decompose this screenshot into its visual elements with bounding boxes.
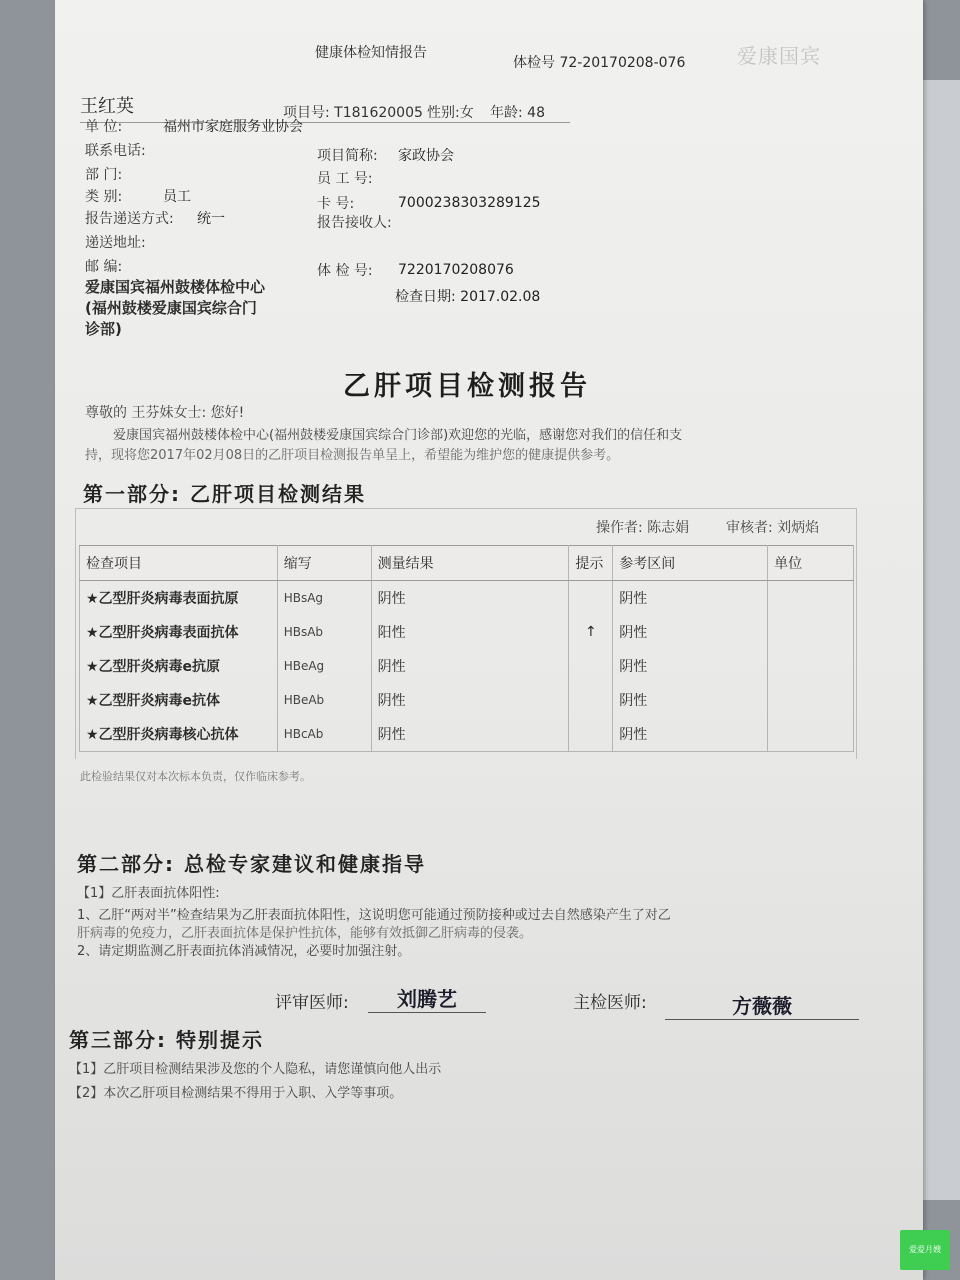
table-row — [80, 615, 854, 649]
row-hint — [569, 649, 613, 683]
row-result: 阴性 — [371, 717, 569, 752]
header-divider — [80, 122, 570, 123]
info-employee-id-label: 员 工 号: — [317, 171, 373, 187]
info-receiver-label: 报告接收人: — [317, 215, 392, 231]
info-card-value: 7000238303289125 — [398, 195, 541, 211]
advice-heading: 【1】乙肝表面抗体阳性: — [77, 886, 220, 901]
row-unit — [768, 717, 854, 752]
row-hint — [569, 581, 613, 616]
part2-title: 第二部分: 总检专家建议和健康指导 — [77, 852, 426, 876]
operator: 操作者: 陈志娟 — [596, 520, 690, 536]
row-ref: 阴性 — [613, 717, 768, 752]
info-card-label: 卡 号: — [317, 196, 355, 212]
row-hint: ↑ — [569, 615, 613, 649]
row-ref: 阴性 — [613, 683, 768, 717]
intro-text-2: 持，现将您2017年02月08日的乙肝项目检测报告单呈上，希望能为维护您的健康提供参考。 — [85, 448, 620, 463]
exam-center-line1: 爱康国宾福州鼓楼体检中心 — [85, 278, 266, 296]
notice-1: 【1】乙肝项目检测结果涉及您的个人隐私，请您谨慎向他人出示 — [69, 1062, 442, 1077]
info-phone-label: 联系电话: — [85, 143, 146, 159]
reviewer: 审核者: 刘炳焰 — [726, 520, 820, 536]
info-category-value: 员工 — [163, 189, 191, 205]
col-header-hint: 提示 — [569, 546, 613, 581]
row-unit — [768, 615, 854, 649]
info-dept-label: 部 门: — [85, 167, 123, 183]
row-abbr: HBsAg — [277, 581, 371, 616]
info-delivery-label: 报告递送方式: — [85, 211, 174, 227]
col-header-ref: 参考区间 — [613, 546, 768, 581]
col-header-item: 检查项目 — [80, 546, 278, 581]
row-abbr: HBeAg — [277, 649, 371, 683]
row-item: ★乙型肝炎病毒e抗原 — [80, 649, 278, 683]
table-row — [80, 649, 854, 683]
row-result: 阴性 — [371, 581, 569, 616]
row-unit — [768, 581, 854, 616]
row-result: 阴性 — [371, 683, 569, 717]
review-doctor-signature: 刘腾艺 — [368, 983, 486, 1013]
row-item: ★乙型肝炎病毒表面抗体 — [80, 615, 278, 649]
row-item: ★乙型肝炎病毒e抗体 — [80, 683, 278, 717]
intro-text: 爱康国宾福州鼓楼体检中心(福州鼓楼爱康国宾综合门诊部)欢迎您的光临，感谢您对我们的信任和支 — [113, 428, 683, 443]
info-postcode-label: 邮 编: — [85, 259, 123, 275]
row-unit — [768, 649, 854, 683]
exam-center-line2: (福州鼓楼爱康国宾综合门 — [85, 299, 257, 317]
col-header-unit: 单位 — [768, 546, 854, 581]
info-unit-label: 单 位: — [85, 119, 123, 135]
advice-p2: 2、请定期监测乙肝表面抗体消减情况，必要时加强注射。 — [77, 944, 411, 959]
project-number: 项目号: T181620005 — [283, 105, 423, 121]
part3-title: 第三部分: 特别提示 — [69, 1028, 264, 1052]
patient-gender: 性别:女 — [427, 105, 474, 121]
advice-p1b: 肝病毒的免疫力，乙肝表面抗体是保护性抗体，能够有效抵御乙肝病毒的侵袭。 — [77, 926, 533, 941]
results-table — [79, 545, 854, 752]
info-exam-no-label: 体 检 号: — [317, 263, 373, 279]
info-address-label: 递送地址: — [85, 235, 146, 251]
info-project-abbr-label: 项目简称: — [317, 148, 378, 164]
report-page — [55, 0, 923, 1280]
patient-name: 王红英 — [80, 96, 134, 117]
row-ref: 阴性 — [613, 615, 768, 649]
review-doctor-label: 评审医师: — [275, 993, 349, 1013]
exam-date: 检查日期: 2017.02.08 — [395, 289, 541, 305]
brand-watermark: 爱康国宾 — [737, 44, 821, 68]
row-result: 阴性 — [371, 649, 569, 683]
row-abbr: HBsAb — [277, 615, 371, 649]
patient-age: 年龄: 48 — [490, 105, 545, 121]
exam-id: 体检号 72-20170208-076 — [513, 55, 686, 71]
part1-title: 第一部分: 乙肝项目检测结果 — [83, 482, 366, 506]
app-badge[interactable]: 爱爱月嫂 — [900, 1230, 950, 1270]
row-hint — [569, 683, 613, 717]
table-row — [80, 581, 854, 616]
chief-doctor-label: 主检医师: — [573, 993, 647, 1013]
info-unit-value: 福州市家庭服务业协会 — [163, 119, 303, 135]
row-ref: 阴性 — [613, 581, 768, 616]
row-result: 阳性 — [371, 615, 569, 649]
table-header-row — [80, 546, 854, 581]
row-abbr: HBeAb — [277, 683, 371, 717]
chief-doctor-signature: 方薇薇 — [665, 990, 859, 1020]
report-title: 乙肝项目检测报告 — [343, 371, 591, 402]
table-row — [80, 717, 854, 752]
row-hint — [569, 717, 613, 752]
info-project-abbr-value: 家政协会 — [398, 148, 454, 164]
col-header-result: 测量结果 — [371, 546, 569, 581]
notice-2: 【2】本次乙肝项目检测结果不得用于入职、入学等事项。 — [69, 1086, 403, 1101]
info-category-label: 类 别: — [85, 189, 123, 205]
exam-center — [85, 277, 265, 340]
row-abbr: HBcAb — [277, 717, 371, 752]
advice-p1: 1、乙肝“两对半”检查结果为乙肝表面抗体阳性，这说明您可能通过预防接种或过去自然感染产生了对乙 — [77, 908, 671, 923]
exam-center-line3: 诊部) — [85, 320, 122, 338]
table-row — [80, 683, 854, 717]
row-ref: 阴性 — [613, 649, 768, 683]
info-delivery-value: 统一 — [197, 211, 225, 227]
row-item: ★乙型肝炎病毒核心抗体 — [80, 717, 278, 752]
row-item: ★乙型肝炎病毒表面抗原 — [80, 581, 278, 616]
results-panel — [75, 508, 857, 759]
report-header-title: 健康体检知情报告 — [315, 45, 427, 61]
info-exam-no-value: 7220170208076 — [398, 262, 514, 278]
results-note: 此检验结果仅对本次标本负责，仅作临床参考。 — [80, 770, 311, 783]
greeting: 尊敬的 王芬妹女士: 您好! — [85, 405, 245, 421]
col-header-abbr: 缩写 — [277, 546, 371, 581]
row-unit — [768, 683, 854, 717]
